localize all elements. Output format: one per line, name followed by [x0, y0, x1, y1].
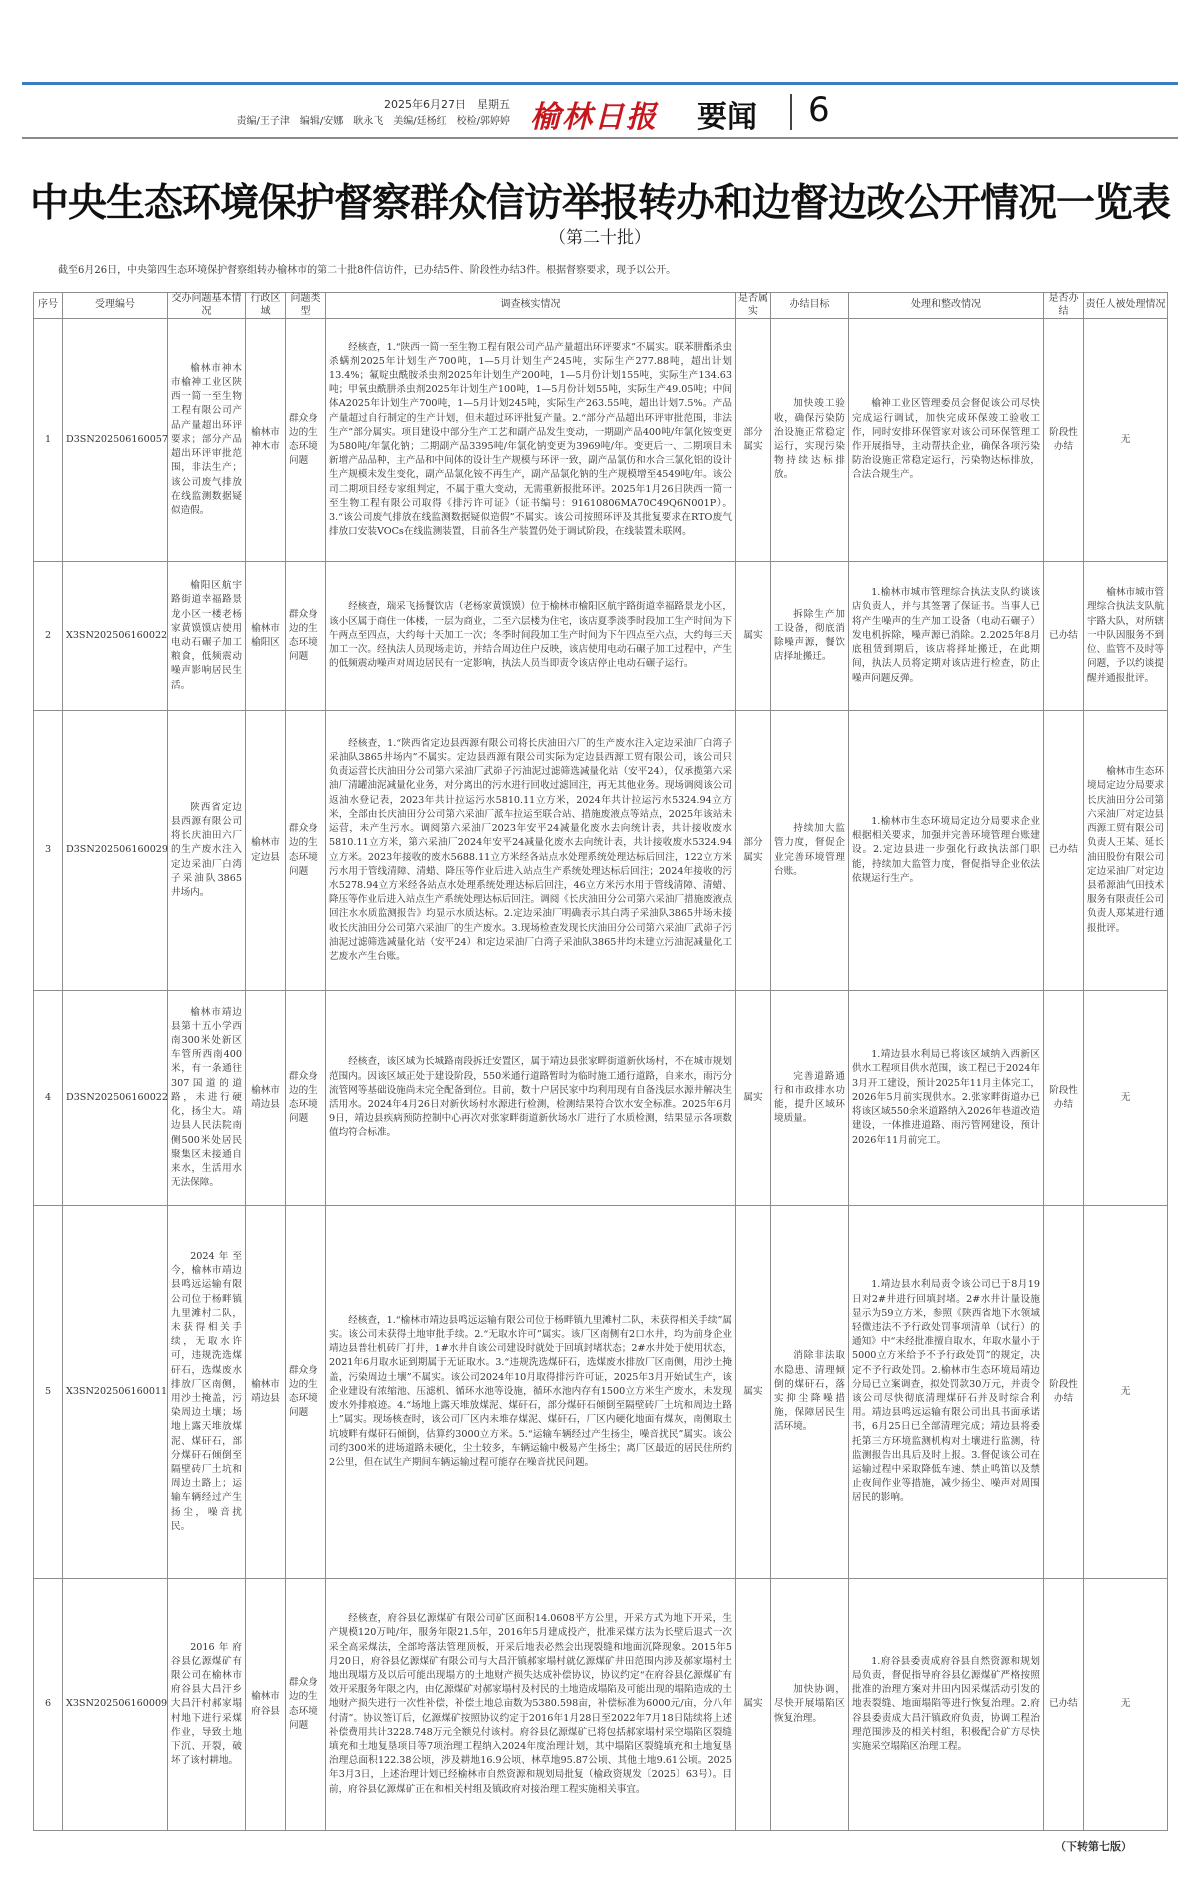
editor-credits: 责编/王子津 编辑/安娜 耿永飞 美编/廷杨红 校检/郭婷婷	[236, 116, 510, 127]
accountability-cell: 榆林市生态环境局定边分局要求长庆油田分公司第六采油厂对定边县西源工贸有限公司负责人王某、延长油田股份有限公司定边采油厂对定边县希源油气田技术服务有限责任公司负责人郑某进行通报批评。	[1084, 711, 1168, 991]
investigation-cell: 经核查，该区域为长城路南段拆迁安置区，属于靖边县张家畔街道新伙场村，不在城市规划范围内。因该区域正处于建设阶段，550米通行道路暂时为临时施工通行道路，自来水，雨污分流管网等基础设施尚未完全配备到位。目前，数十户居民家中均利用现有自备浅层水源井解决生活用水。2024年4月26日对新伙场村水源进行检测，检测结果符合饮水安全标准。2025年6月9日，靖边县疾病预防控制中心再次对张家畔街道新伙场水厂进行了水质检测，结果显示各项数值均符合标准。	[326, 991, 736, 1206]
handling-cell: 1.靖边县水利局已将该区域纳入西新区供水工程项目供水范围，该工程已于2024年3月开工建设，预计2025年11月主体完工，2026年5月前实现供水。2.张家畔街道办已将该区域550余米道路纳入2026年巷道改造建设，一体推进道路、雨污管网建设，预计2026年11月前完工。	[849, 991, 1044, 1206]
investigation-cell: 经核查，1.“陕西一简一至生物工程有限公司产品产量超出环评要求”不属实。联苯肼酯杀虫杀螨剂2025年计划生产700吨，1—5月计划生产245吨，实际生产277.88吨，超出计划13.4%；氟啶虫酰胺杀虫剂2025年计划生产200吨，1—5月份计划155吨，实际生产134.63吨；甲氧虫酰肼杀虫剂2025年计划生产100吨，1—5月份计划55吨，实际生产49.05吨；中间体A2025年计划生产700吨，1—5月计划245吨，实际生产263.55吨，超出计划7.5%。产品产量超过自行制定的生产计划，但未超过环评批复产量。2.“部分产品超出环评审批范围，非法生产”部分属实。项目建设中部分生产工艺和副产品发生变动，一期副产品400吨/年氯化铵变更为580吨/年氯化钠；二期副产品3395吨/年氯化钠变更为3969吨/年。变更后一、二期项目未新增产品品种，主产品和中间体的设计生产规模与环评一致，副产品氯仿和水合三氯化铝的设计生产规模未发生变化，副产品氯化铵不再生产，副产品氯化钠的生产规模增至4549吨/年。该公司二期项目经专家组判定，不属于重大变动，无需重新报批环评。2025年1月26日陕西一简一至生物工程有限公司取得《排污许可证》（证书编号：91610806MA70C49Q6N001P）。3.“该公司废气排放在线监测数据疑似造假”不属实。该公司按照环评及其批复要求在RTO废气排放口安装VOCs在线监测装置，目前各生产装置仍处于调试阶段，在线装置未联网。	[326, 319, 736, 562]
region-cell: 榆林市榆阳区	[246, 562, 286, 711]
header-handling: 处理和整改情况	[849, 293, 1044, 319]
goal-cell: 持续加大监管力度，督促企业完善环境管理台账。	[771, 711, 849, 991]
investigation-cell: 经核查，1.“陕西省定边县西源有限公司将长庆油田六厂的生产废水注入定边采油厂白湾子采油队3865井场内”不属实。定边县西源有限公司实际为定边县西源工贸有限公司，该公司只负责运营长庆油田分公司第六采油厂武峁子污油泥过滤筛选减量化站（安平24），仅承揽第六采油厂清罐油泥减量化业务，对分离出的污水进行回收过滤回注，再无其他业务。现场调阅该公司返油水登记表，2023年共计拉运污水5810.11立方米，2024年共计拉运污水5324.94立方米，全部由长庆油田分公司第六采油厂派车拉运至联合站、措施废液点等站点，2025年该站未运营，未产生污水。调阅第六采油厂2023年安平24减量化废水去向统计表，共计接收废水5810.11立方米，第六采油厂2024年安平24减量化废水去向统计表，共计接收废水5324.94立方米。2023年接收的废水5688.11立方米经各站点水处理系统处理达标后回注，122立方米污水用于管线清障、清蜡、降压等作业后进入站点生产系统处理达标后回注；2024年接收的污水5278.94立方米经各站点水处理系统处理达标后回注，46立方米污水用于管线清障、清蜡、降压等作业后进入站点生产系统处理达标后回注。调阅《长庆油田分公司第六采油厂措施废液点回注水水质监测报告》均显示水质达标。2.定边采油厂明确表示其白湾子采油队3865井场未接收长庆油田分公司第六采油厂的生产废水。3.现场检查发现长庆油田分公司第六采油厂武峁子污油泥过滤筛选减量化站（安平24）和定边采油厂白湾子采油队3865井均未建立污油泥减量化工艺废水产生台账。	[326, 711, 736, 991]
case-id-cell: D3SN202506160029	[63, 711, 168, 991]
issue-date: 2025年6月27日 星期五	[384, 98, 510, 111]
region-cell: 榆林市靖边县	[246, 1206, 286, 1579]
problem-type-cell: 群众身边的生态环境问题	[286, 1206, 326, 1579]
masthead-top-rule	[22, 82, 1178, 85]
goal-cell: 完善道路通行和市政排水功能，提升区域环境质量。	[771, 991, 849, 1206]
table-header-row	[34, 293, 1168, 319]
goal-cell: 拆除生产加工设备，彻底消除噪声源，餐饮店择址搬迁。	[771, 562, 849, 711]
header-no: 序号	[34, 293, 63, 319]
region-cell: 榆林市神木市	[246, 319, 286, 562]
goal-cell: 加快竣工验收，确保污染防治设施正常稳定运行，实现污染物持续达标排放。	[771, 319, 849, 562]
accountability-cell: 无	[1084, 319, 1168, 562]
row-number-cell: 3	[34, 711, 63, 991]
investigation-cell: 经核查，瑞采飞扬餐饮店（老杨家黄馍馍）位于榆林市榆阳区航宇路街道幸福路景龙小区，该小区属于商住一体楼，一层为商业，二至六层楼为住宅，该店夏季淡季时段加工生产时间为下午两点至四点，大约每十天加工一次；冬季时间段加工生产时间为下午四点至六点，大约每三天加工一次。经执法人员现场走访，并结合周边住户反映，该店使用电动石碾子加工过程中，产生的低频震动噪声对周边居民有一定影响，执法人员当即责令该店停止电动石碾子运行。	[326, 562, 736, 711]
page-title: 中央生态环境保护督察群众信访举报转办和边督边改公开情况一览表	[29, 181, 1170, 226]
region-cell: 榆林市靖边县	[246, 991, 286, 1206]
closed-status-cell: 阶段性办结	[1044, 1206, 1084, 1579]
issue-summary-cell: 榆阳区航宇路街道幸福路景龙小区一楼老杨家黄馍馍店使用电动石碾子加工粮食，低频震动噪声影响居民生活。	[168, 562, 246, 711]
issue-summary-cell: 榆林市靖边县第十五小学西南300米处新区车管所西南400米，有一条通往307国道的道路，未进行硬化，扬尘大。靖边县人民法院南侧500米处居民聚集区未接通自来水，生活用水无法保障。	[168, 991, 246, 1206]
case-id-cell: X3SN202506160022	[63, 562, 168, 711]
goal-cell: 加快协调，尽快开展塌陷区恢复治理。	[771, 1579, 849, 1831]
closed-status-cell: 阶段性办结	[1044, 319, 1084, 562]
accountability-cell: 无	[1084, 991, 1168, 1206]
handling-cell: 1.榆林市生态环境局定边分局要求企业根据相关要求，加强并完善环境管理台账建设。2.定边县进一步强化行政执法部门职能，持续加大监管力度，督促指导企业依法依规运行生产。	[849, 711, 1044, 991]
continued-note: （下转第七版）	[1055, 1840, 1132, 1853]
problem-type-cell: 群众身边的生态环境问题	[286, 1579, 326, 1831]
header-investigation: 调查核实情况	[326, 293, 736, 319]
header-type: 问题类型	[286, 293, 326, 319]
section-name: 要闻	[697, 100, 757, 135]
row-number-cell: 6	[34, 1579, 63, 1831]
issue-summary-cell: 2016年府谷县亿源煤矿有限公司在榆林市府谷县大昌汗乡大昌汗村郝家塌村地下进行采煤作业，导致土地下沉、开裂，破坏了该村耕地。	[168, 1579, 246, 1831]
header-verified: 是否属实	[736, 293, 771, 319]
header-issue: 交办问题基本情况	[168, 293, 246, 319]
table-row	[34, 711, 1168, 991]
verified-status-cell: 属实	[736, 991, 771, 1206]
verified-status-cell: 属实	[736, 1579, 771, 1831]
table-row	[34, 1206, 1168, 1579]
region-cell: 榆林市府谷县	[246, 1579, 286, 1831]
problem-type-cell: 群众身边的生态环境问题	[286, 991, 326, 1206]
closed-status-cell: 已办结	[1044, 1579, 1084, 1831]
verified-status-cell: 属实	[736, 562, 771, 711]
closed-status-cell: 已办结	[1044, 711, 1084, 991]
issue-summary-cell: 2024年至今，榆林市靖边县鸣远运输有限公司位于杨畔镇九里滩村二队，未获得相关手续，无取水许可，违规洗选煤矸石，选煤废水排放厂区南侧，用沙土掩盖，污染周边土壤；场地上露天堆放煤泥、煤矸石，部分煤矸石倾倒至隔壁砖厂土坑和周边土路上；运输车辆经过产生扬尘，噪音扰民。	[168, 1206, 246, 1579]
accountability-cell: 无	[1084, 1206, 1168, 1579]
verified-status-cell: 属实	[736, 1206, 771, 1579]
row-number-cell: 4	[34, 991, 63, 1206]
issue-summary-cell: 榆林市神木市榆神工业区陕西一简一至生物工程有限公司产品产量超出环评要求；部分产品超出环评审批范围，非法生产；该公司废气排放在线监测数据疑似造假。	[168, 319, 246, 562]
header-id: 受理编号	[63, 293, 168, 319]
region-cell: 榆林市定边县	[246, 711, 286, 991]
header-region: 行政区域	[246, 293, 286, 319]
header-goal: 办结目标	[771, 293, 849, 319]
masthead	[0, 90, 1200, 135]
page-number: 6	[808, 90, 830, 130]
problem-type-cell: 群众身边的生态环境问题	[286, 319, 326, 562]
case-id-cell: X3SN202506160011	[63, 1206, 168, 1579]
case-id-cell: X3SN202506160009	[63, 1579, 168, 1831]
header-closed: 是否办结	[1044, 293, 1084, 319]
problem-type-cell: 群众身边的生态环境问题	[286, 711, 326, 991]
handling-cell: 1.府谷县委责成府谷县自然资源和规划局负责，督促指导府谷县亿源煤矿严格按照批准的治理方案对井田内因采煤活动引发的地表裂缝、地面塌陷等进行恢复治理。2.府谷县委责成大昌汗镇政府负责，协调工程治理范围涉及的相关村组，积极配合矿方尽快实施采空塌陷区治理工程。	[849, 1579, 1044, 1831]
accountability-cell: 榆林市城市管理综合执法支队航宇路大队，对所辖一中队因服务不到位、监管不及时等问题，予以约谈提醒并通报批评。	[1084, 562, 1168, 711]
table-row	[34, 562, 1168, 711]
row-number-cell: 5	[34, 1206, 63, 1579]
closed-status-cell: 已办结	[1044, 562, 1084, 711]
closed-status-cell: 阶段性办结	[1044, 991, 1084, 1206]
row-number-cell: 2	[34, 562, 63, 711]
row-number-cell: 1	[34, 319, 63, 562]
newspaper-logo: 榆林日报	[530, 100, 658, 135]
handling-cell: 1.靖边县水利局责令该公司已于8月19日对2#井进行回填封堵。2#水井计量设施显示为59立方米，参照《陕西省地下水领域轻微违法不予行政处罚事项清单（试行）的通知》中“未经批准擅自取水，年取水量小于5000立方米给予不予行政处罚”的规定，决定不予行政处罚。2.榆林市生态环境局靖边分局已立案调查，拟处罚款30万元，并责令该公司尽快彻底清理煤矸石并及时综合利用。靖边县鸣远运输有限公司出具书面承诺书，6月25日已全部清理完成；靖边县将委托第三方环境监测机构对土壤进行监测，待监测报告出具后及时上报。3.督促该公司在运输过程中采取降低车速、禁止鸣笛以及禁止夜间作业等措施，减少扬尘、噪声对周围居民的影响。	[849, 1206, 1044, 1579]
issue-summary-cell: 陕西省定边县西源有限公司将长庆油田六厂的生产废水注入定边采油厂白湾子采油队3865井场内。	[168, 711, 246, 991]
handling-cell: 榆神工业区管理委员会督促该公司尽快完成运行调试，加快完成环保竣工验收工作，同时安排环保管家对该公司环保管理工作开展指导，主动帮扶企业，确保各项污染防治设施正常稳定运行，污染物达标排放，合法合规生产。	[849, 319, 1044, 562]
investigation-cell: 经核查，1.“榆林市靖边县鸣远运输有限公司位于杨畔镇九里滩村二队，未获得相关手续”属实。该公司未获得土地审批手续。2.“无取水许可”属实。该厂区南侧有2口水井，均为前身企业靖边县普壮机砖厂打井，1#水井自该公司建设时就处于回填封堵状态；2#水井处于使用状态，2021年6月取水证到期属于无证取水。3.“违规洗选煤矸石，选煤废水排放厂区南侧，用沙土掩盖，污染周边土壤”不属实。该公司2024年10月取得排污许可证，2025年3月开始试生产，该企业建设有浓缩池、压滤机、循环水池等设施，循环水池内存有1500立方米生产废水，未发现废水外排痕迹。4.“场地上露天堆放煤泥、煤矸石，部分煤矸石倾倒至隔壁砖厂土坑和周边土路上”属实。现场核查时，该公司厂区内未堆存煤泥、煤矸石，厂区内硬化地面有煤灰，南侧取土坑坡畔有煤矸石倾倒，估算约3000立方米。5.“运输车辆经过产生扬尘，噪音扰民”属实。该公司约300米的进场道路未硬化，尘土较多，车辆运输中极易产生扬尘；离厂区最近的居民住所约2公里，但在试生产期间车辆运输过程可能存在噪音扰民问题。	[326, 1206, 736, 1579]
case-id-cell: D3SN202506160057	[63, 319, 168, 562]
table-row	[34, 1579, 1168, 1831]
verified-status-cell: 部分属实	[736, 711, 771, 991]
goal-cell: 消除非法取水隐患、清理倾倒的煤矸石，落实抑尘降噪措施，保障居民生活环境。	[771, 1206, 849, 1579]
case-id-cell: D3SN202506160022	[63, 991, 168, 1206]
intro-text: 截至6月26日，中央第四生态环境保护督察组转办榆林市的第二十批8件信访件，已办结5件、阶段性办结3件。根据督察要求，现予以公开。	[58, 265, 677, 276]
table-row	[34, 319, 1168, 562]
verified-status-cell: 部分属实	[736, 319, 771, 562]
handling-cell: 1.榆林市城市管理综合执法支队约谈该店负责人，并与其签署了保证书。当事人已将产生噪声的生产加工设备（电动石碾子）发电机拆除，噪声源已消除。2.2025年8月底租赁到期后，该店将择址搬迁，在此期间，执法人员将定期对该店进行检查，防止噪声问题反弹。	[849, 562, 1044, 711]
table-row	[34, 991, 1168, 1206]
header-accountability: 责任人被处理情况	[1084, 293, 1168, 319]
investigation-cell: 经核查，府谷县亿源煤矿有限公司矿区面积14.0608平方公里，开采方式为地下开采，生产规模120万吨/年，服务年限21.5年，2016年5月建成投产，批准采煤方法为长壁后退式一次采全高采煤法，全部垮落法管理顶板，开采后地表必然会出现裂缝和地面沉降现象。2015年5月20日，府谷县亿源煤矿有限公司与大昌汗镇郝家塌村就亿源煤矿井田范围内涉及郝家塌村土地出现塌方及以后可能出现塌方的土地财产损失达成补偿协议，协议约定“在府谷县亿源煤矿有效开采服务年限之内，由亿源煤矿对郝家塌村及村民的土地造成塌陷及可能出现的塌陷造成的土地财产损失进行一次性补偿，补偿土地总亩数为5380.598亩，补偿标准为6000元/亩，分八年付清”。协议签订后，亿源煤矿按照协议约定于2016年1月28日至2022年7月18日陆续将上述补偿费用共计3228.748万元全额兑付该村。府谷县亿源煤矿已将包括郝家塌村采空塌陷区裂缝填充和土地复垦项目等7项治理工程纳入2024年度治理计划，其中塌陷区裂缝填充和土地复垦治理总面积122.38公顷，涉及耕地16.9公顷、林草地95.87公顷、其他土地9.61公顷。2025年3月3日，上述治理计划已经榆林市自然资源和规划局批复（榆政资规发〔2025〕63号）。目前，府谷县亿源煤矿正在和相关村组及镇政府对接治理工程实施相关事宜。	[326, 1579, 736, 1831]
page-subtitle: （第二十批）	[549, 228, 651, 248]
disclosure-table	[33, 292, 1168, 1831]
masthead-bottom-rule	[22, 137, 1178, 139]
problem-type-cell: 群众身边的生态环境问题	[286, 562, 326, 711]
accountability-cell: 无	[1084, 1579, 1168, 1831]
divider	[790, 94, 792, 130]
